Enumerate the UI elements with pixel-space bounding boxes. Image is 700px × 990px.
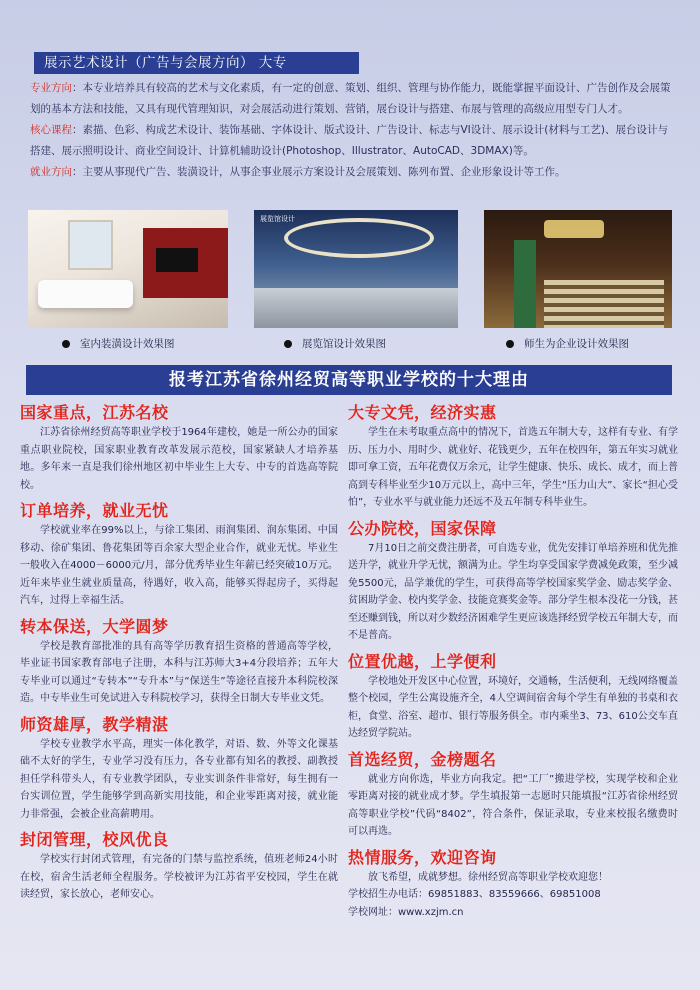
caption-exhibition: 展览馆设计效果图 (284, 336, 386, 351)
employment-label: 就业方向 (30, 166, 72, 178)
reason-title: 师资雄厚，教学精湛 (20, 714, 169, 734)
employment-text: ：主要从事现代广告、装潢设计，从事企事业展示方案设计及会展策划、陈列布置、企业形象设计等工作。 (72, 166, 566, 178)
reason-section (20, 616, 338, 708)
reason-section (348, 651, 678, 743)
reason-title: 大专文凭，经济实惠 (348, 403, 497, 422)
courses-text: ：素描、色彩、构成艺术设计、装饰基础、字体设计、版式设计、广告设计、标志与VI设计、展示设计(材料与工艺)、展台设计与搭建、展示照明设计、商业空间设计、计算机辅助设计(Photoshop、Illustrator、AutoCAD、3DMAX)等。 (30, 124, 668, 157)
reason-section (20, 714, 338, 824)
reason-body: 江苏省徐州经贸高等职业学校于1964年建校，她是一所公办的国家重点职业院校，国家职业教育改革发展示范校，国家紧缺人才培养基地。多年来一直是我们徐州地区初中毕业生上大专、中专的首选高等院校。 (20, 427, 338, 491)
exhibition-hall-photo (254, 210, 458, 328)
direction-label: 专业方向 (30, 82, 72, 94)
core-courses (30, 120, 675, 162)
contact-phone: 学校招生办电话：69851883、83559666、69851008 (348, 889, 601, 900)
bullet-icon (62, 340, 70, 348)
reason-body: 学校就业率在99%以上，与徐工集团、雨润集团、润东集团、中国移动、徐矿集团、鲁花集团等百余家大型企业合作，就业无忧。毕业生一般收入在4000－6000元/月，部分优秀毕业生年薪已经突破10万元。近年来毕业生就业质量高，待遇好，收入高，能够买得起房子，买得起汽车，过得上幸福生活。 (20, 525, 338, 606)
reasons-left-column (20, 402, 338, 910)
reason-title: 首选经贸，金榜题名 (348, 749, 497, 769)
reason-body: 学校专业教学水平高，理实一体化教学，对语、数、外等文化课基础不太好的学生，专业学习没有压力，各专业都有知名的教授、副教授担任学科带头人，有专业教学团队，专业实训条件非常好，每生拥有一台实训位置，学生能够学到高新实用技能，和企业零距离对接，就业能力非常强，会被企业高薪聘用。 (20, 738, 338, 820)
reason-section (348, 847, 678, 922)
phone-numbers: 69851883、83559666、69851008 (428, 889, 601, 900)
reason-body: 放飞希望，成就梦想。徐州经贸高等职业学校欢迎您！ (368, 871, 608, 883)
courses-label: 核心课程 (30, 124, 72, 136)
enterprise-design-photo (484, 210, 672, 328)
reason-body: 就业方向你选，毕业方向我定。把“工厂”搬进学校，实现学校和企业零距离对接的就业成才梦。学生填报第一志愿时只能填报“江苏省徐州经贸高等职业学校”代码“8402”，符合条件，保证录取，专业来校报名缴费时可以再选。 (348, 773, 678, 837)
reason-title: 公办院校，国家保障 (348, 518, 497, 538)
reason-title: 热情服务，欢迎咨询 (348, 847, 497, 867)
reason-section (20, 402, 338, 494)
major-intro (30, 78, 675, 183)
exhibition-photo-tag: 展览馆设计 (260, 215, 295, 223)
direction-text: ：本专业培养具有较高的艺术与文化素质，有一定的创意、策划、组织、管理与协作能力，既能掌握平面设计、广告创作及会展策划的基本方法和技能，又具有现代管理知识，对会展活动进行策划、营销，展台设计与搭建、布展与管理的高级应用型专门人才。 (30, 82, 671, 115)
reason-section (348, 402, 678, 512)
reason-body: 学生在未考取重点高中的情况下，首选五年制大专，这样有专业、有学历、压力小、用时少、就业好、花钱更少，五年在校四年，第五年实习就业即可拿工资，五年花费仅万余元，让学生健康、快乐、成长、成才，而上普高到专科毕业至少10万元以上，高中三年，学生“压力山大”、家长“担心受怕”，专业水平与就业能力还远不及五年制专科毕业生。 (348, 427, 678, 508)
reason-body: 学校地处开发区中心位置，环境好，交通畅，生活便利，无线网络覆盖整个校园，学生公寓设施齐全，4人空调间宿舍每个学生有单独的书桌和衣柜，食堂、浴室、超市、银行等服务俱全。市内乘坐3、73、610公交车直达经贸学院站。 (348, 675, 678, 739)
reason-section (348, 749, 678, 841)
reason-body: 7月10日之前交费注册者，可自选专业，优先安排订单培养班和优先推送升学，就业升学无忧，额满为止。学生均享受国家学费减免政策，至少减免5500元，品学兼优的学生，可获得高等学校国家奖学金、励志奖学金、贫困助学金、校内奖学金、技能竞赛奖金等。部分学生根本没花一分钱，甚至还赚到钱，所以对少数经济困难学生更应该选择经贸学校五年制大专，而不是普高。 (348, 542, 678, 641)
major-title-banner: 展示艺术设计（广告与会展方向） 大专 (34, 52, 359, 74)
reason-title: 转本保送，大学圆梦 (20, 616, 169, 636)
contact-website: 学校网址：www.xzjm.cn (348, 906, 464, 918)
bullet-icon (506, 340, 514, 348)
reason-title: 封闭管理，校风优良 (20, 830, 169, 849)
reasons-banner: 报考江苏省徐州经贸高等职业学校的十大理由 (26, 365, 672, 395)
reason-section (348, 518, 678, 645)
major-direction (30, 78, 675, 120)
employment-direction (30, 162, 675, 183)
interior-design-photo (28, 210, 228, 328)
photo-strip (28, 210, 672, 328)
reason-title: 位置优越，上学便利 (348, 651, 497, 671)
caption-interior: 室内装潢设计效果图 (62, 336, 175, 351)
bullet-icon (284, 340, 292, 348)
website-link[interactable]: www.xzjm.cn (398, 906, 464, 918)
reason-section (20, 500, 338, 610)
reasons-right-column (348, 402, 678, 927)
reason-body: 学校是教育部批准的具有高等学历教育招生资格的普通高等学校，毕业证书国家教育部电子注册，本科与江苏师大3+4分段培养；五年大专毕业可以通过“专转本”“专升本”与“保送生”等途径直接升本科院校深造。中专毕业生可免试进入专科院校学习，获得全日制大专毕业文凭。 (20, 640, 338, 704)
reason-section (20, 829, 338, 904)
reason-title: 国家重点，江苏名校 (20, 403, 169, 422)
caption-enterprise: 师生为企业设计效果图 (506, 336, 629, 351)
reason-title: 订单培养，就业无忧 (20, 501, 169, 520)
reason-body: 学校实行封闭式管理，有完备的门禁与监控系统，值班老师24小时在校，宿舍生活老师全程服务。学校被评为江苏省平安校园，学生在就读经贸，家长放心，老师安心。 (20, 854, 338, 900)
